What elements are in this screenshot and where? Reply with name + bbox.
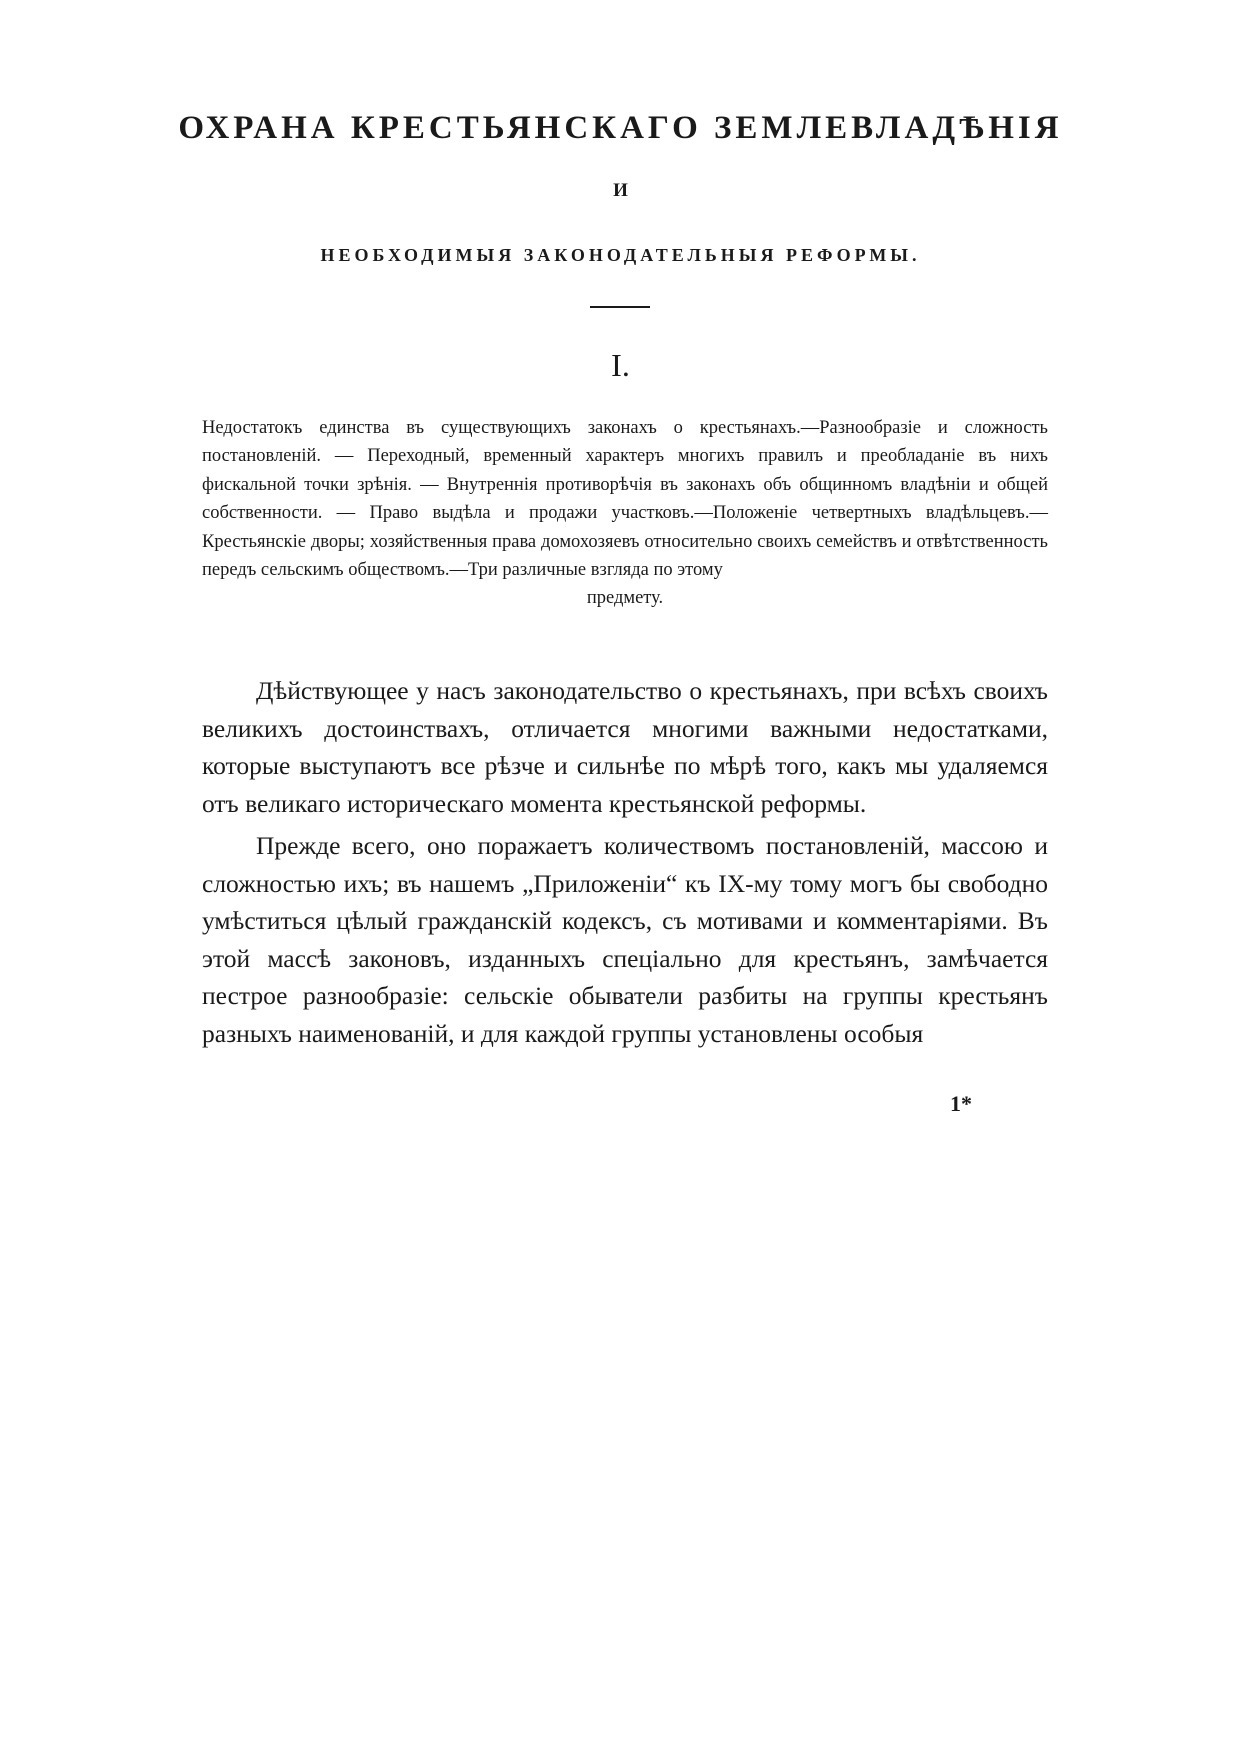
chapter-number: I. — [611, 347, 630, 383]
chapter-summary — [202, 414, 1048, 613]
chapter-summary-last-line: предмету. — [586, 588, 664, 609]
title-conjunction: И — [613, 180, 628, 201]
paragraph: Дѣйствующее у насъ законодательство о крестьянахъ, при всѣхъ своихъ великихъ достоинствахъ, отличается многими важными недостатками, которые выступаютъ все рѣзче и сильнѣе по мѣрѣ того, какъ мы удаляемся отъ великаго историческаго момента крестьянской реформы. — [202, 676, 1048, 818]
chapter-summary-text: Недостатокъ единства въ существующихъ законахъ о крестьянахъ.—Разнообразіе и сложность постановленій. — Переходный, временный характеръ многихъ правилъ и преобладаніе въ нихъ фискальной точки зрѣнія. — Внутреннія противорѣчія въ законахъ объ общинномъ владѣніи и общей собственности. — Право выдѣла и продажи участковъ.—Положеніе четвертныхъ владѣльцевъ.—Крестьянскіе дворы; хозяйственныя права домохозяевъ относительно своихъ семействъ и отвѣтственность передъ сельскимъ обществомъ.—Три различные взгляда по этому — [202, 418, 1048, 581]
title-divider — [590, 306, 650, 308]
signature-mark: 1* — [950, 1091, 972, 1116]
document-title: ОХРАНА КРЕСТЬЯНСКАГО ЗЕМЛЕВЛАДѢНІЯ — [178, 110, 1063, 146]
document-subtitle: НЕОБХОДИМЫЯ ЗАКОНОДАТЕЛЬНЫЯ РЕФОРМЫ. — [320, 245, 921, 265]
paragraph: Прежде всего, оно поражаетъ количествомъ постановленій, массою и сложностью ихъ; въ нашемъ „Приложеніи“ къ IX-му тому могъ бы свободно умѣститься цѣлый гражданскій кодексъ, съ мотивами и комментаріями. Въ этой массѣ законовъ, изданныхъ спеціально для крестьянъ, замѣчается пестрое разнообразіе: сельскіе обыватели разбиты на группы крестьянъ разныхъ наименованій, и для каждой группы установлены особыя — [202, 831, 1048, 1048]
body-text — [202, 672, 1048, 1057]
